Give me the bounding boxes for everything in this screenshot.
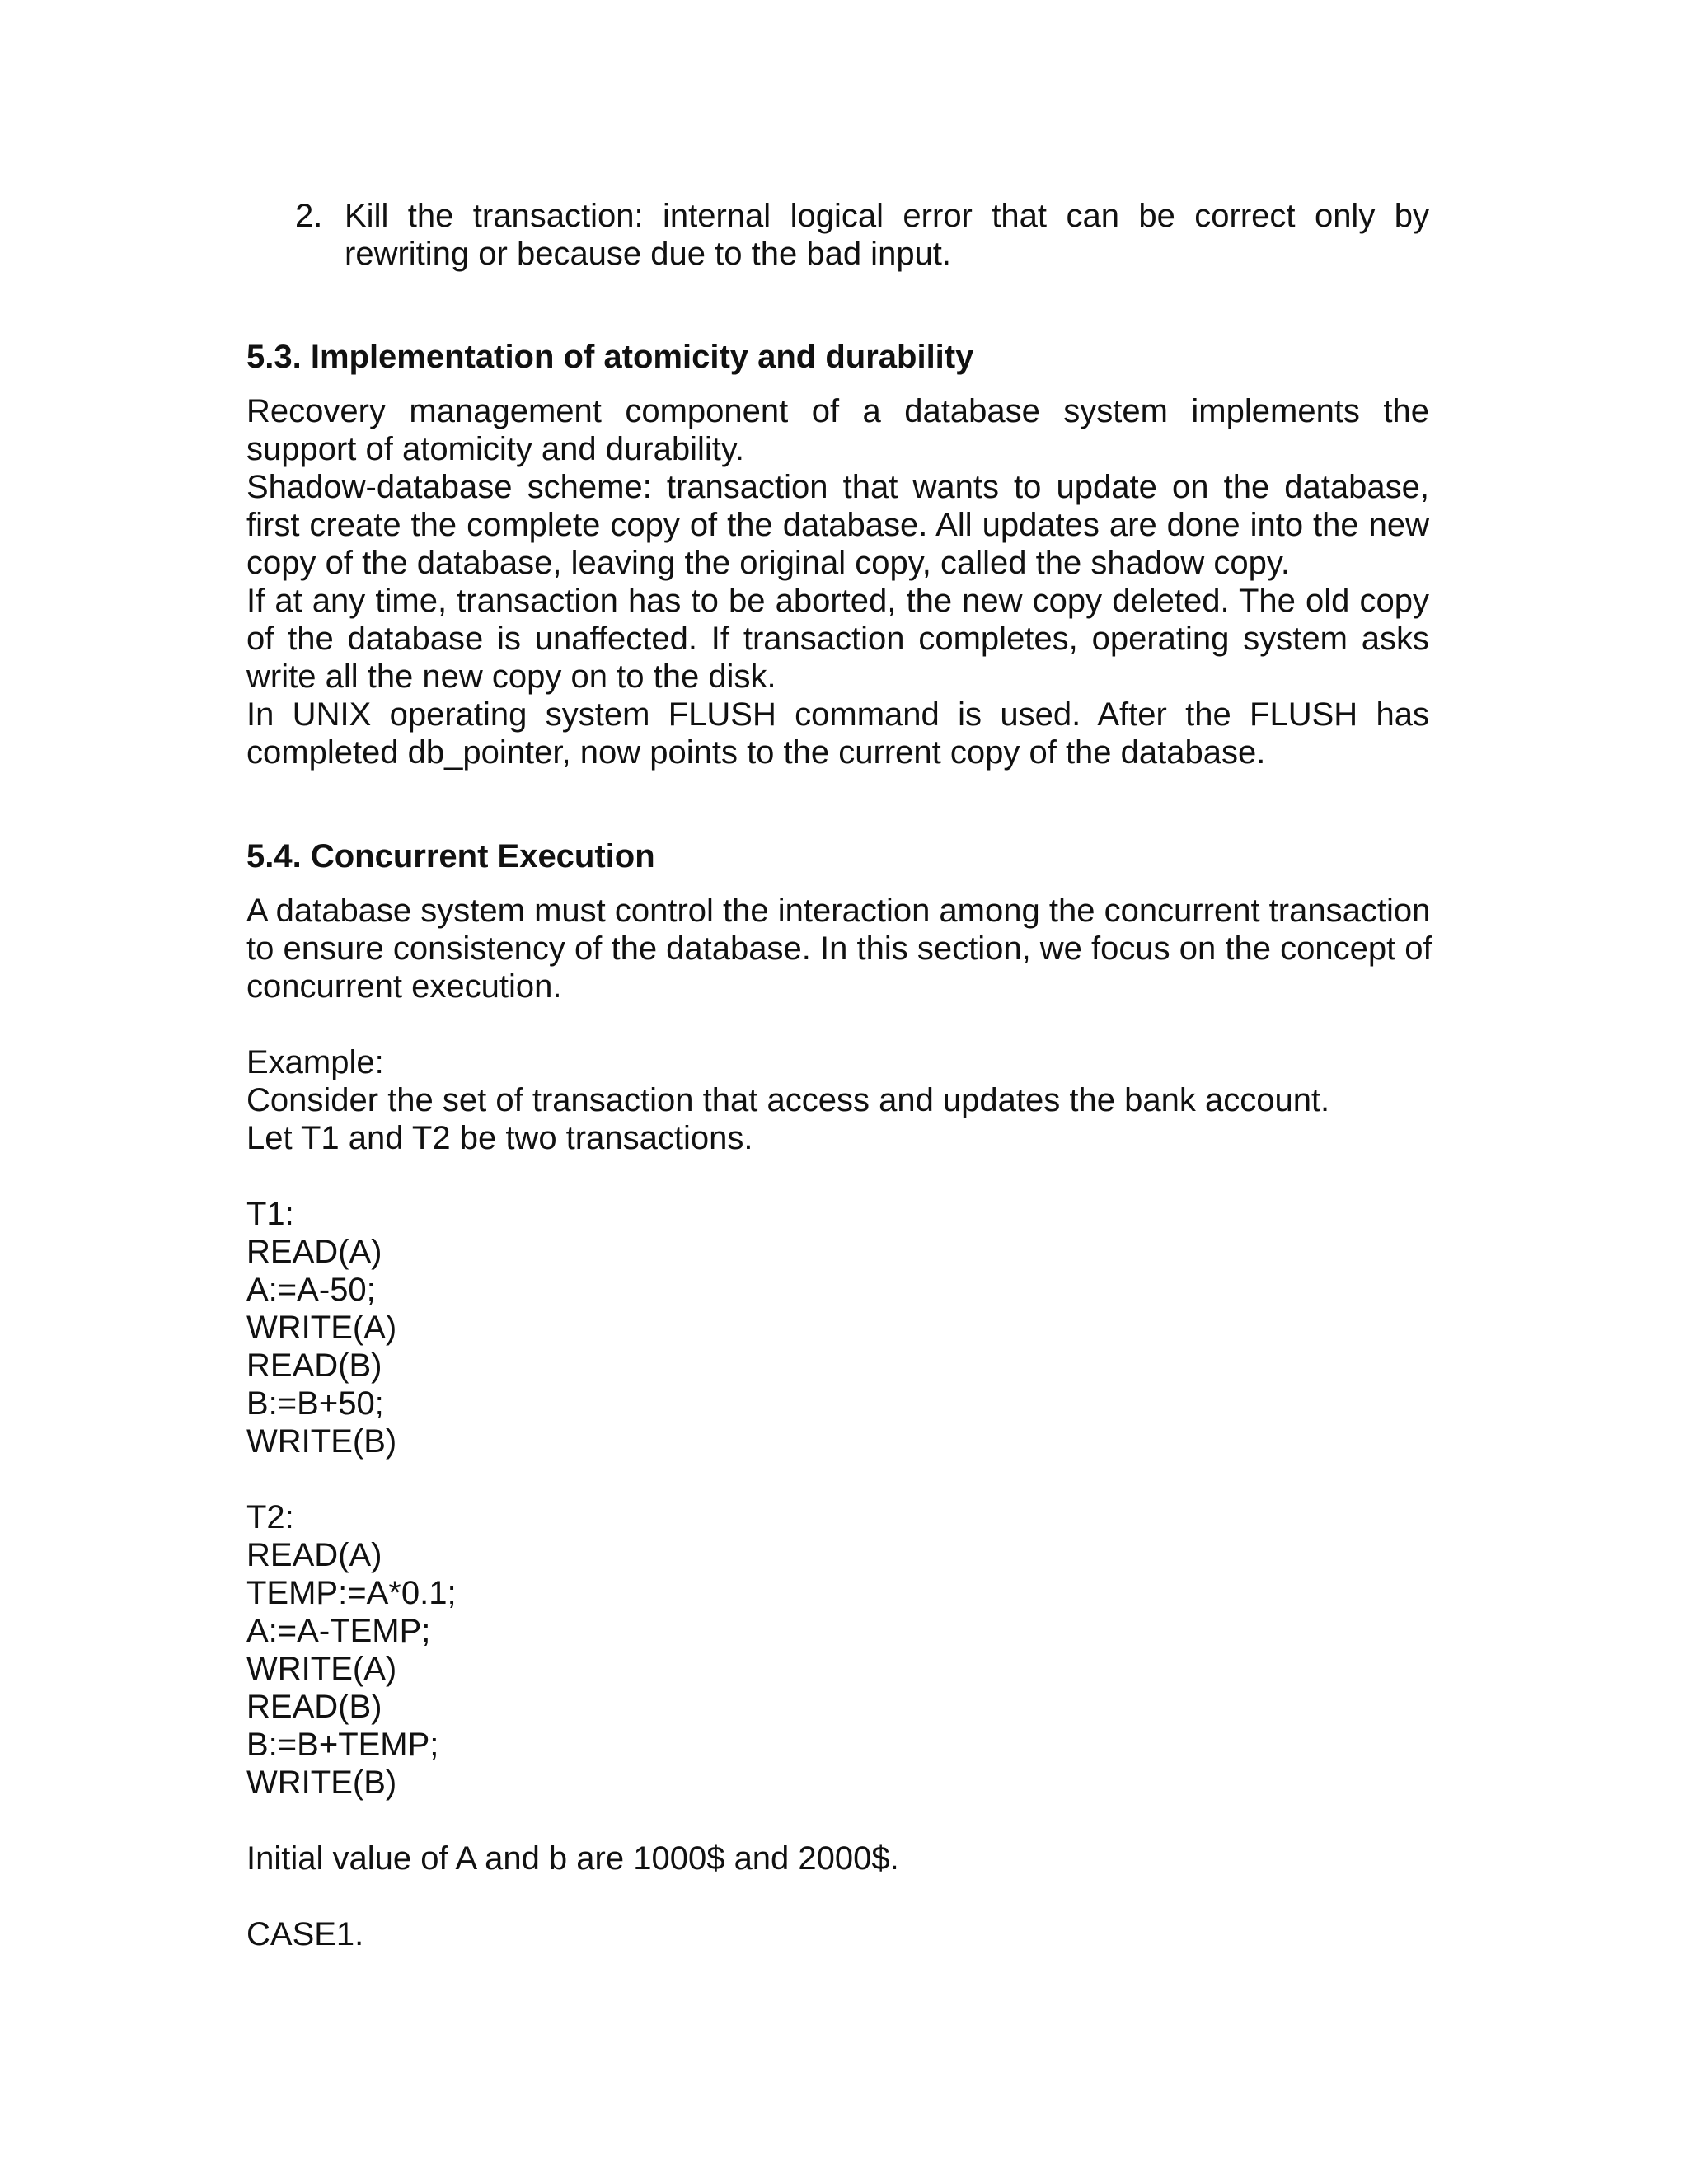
code-step: WRITE(B) <box>246 1765 397 1801</box>
paragraph-line: first create the complete copy of the database. All updates are done into the new <box>246 507 1429 543</box>
paragraph-line: of the database is unaffected. If transaction completes, operating system asks <box>246 621 1429 657</box>
paragraph-line: Let T1 and T2 be two transactions. <box>246 1120 753 1156</box>
section-heading: 5.4. Concurrent Execution <box>246 838 655 874</box>
section-heading: 5.3. Implementation of atomicity and durability <box>246 339 974 375</box>
paragraph-line: Shadow-database scheme: transaction that wants to update on the database, <box>246 469 1429 505</box>
code-step: READ(A) <box>246 1537 382 1573</box>
transaction-label: T1: <box>246 1196 294 1232</box>
code-step: READ(A) <box>246 1234 382 1270</box>
code-step: READ(B) <box>246 1347 382 1384</box>
code-step: B:=B+TEMP; <box>246 1727 439 1763</box>
paragraph-line: A database system must control the interaction among the concurrent transaction <box>246 893 1431 929</box>
paragraph-line: Recovery management component of a database system implements the <box>246 393 1429 429</box>
paragraph-line: concurrent execution. <box>246 968 562 1005</box>
code-step: TEMP:=A*0.1; <box>246 1575 457 1611</box>
example-label: Example: <box>246 1044 384 1080</box>
transaction-label: T2: <box>246 1499 294 1535</box>
code-step: A:=A-TEMP; <box>246 1613 431 1649</box>
paragraph-line: support of atomicity and durability. <box>246 431 745 467</box>
paragraph-line: In UNIX operating system FLUSH command is used. After the FLUSH has <box>246 696 1429 733</box>
list-number: 2. <box>295 198 323 234</box>
code-step: B:=B+50; <box>246 1385 384 1422</box>
paragraph-line: write all the new copy on to the disk. <box>246 658 776 695</box>
code-step: READ(B) <box>246 1689 382 1725</box>
list-item-line: Kill the transaction: internal logical error that can be correct only by <box>345 198 1429 234</box>
code-step: WRITE(A) <box>246 1651 397 1687</box>
paragraph-line: to ensure consistency of the database. In this section, we focus on the concept of <box>246 930 1432 967</box>
paragraph-line: If at any time, transaction has to be aborted, the new copy deleted. The old copy <box>246 583 1429 619</box>
paragraph-line: copy of the database, leaving the original copy, called the shadow copy. <box>246 545 1290 581</box>
paragraph-line: Initial value of A and b are 1000$ and 2000$. <box>246 1840 899 1877</box>
list-item-line: rewriting or because due to the bad input. <box>345 236 952 272</box>
code-step: WRITE(B) <box>246 1423 397 1460</box>
paragraph-line: completed db_pointer, now points to the current copy of the database. <box>246 734 1266 771</box>
paragraph-line: Consider the set of transaction that access and updates the bank account. <box>246 1082 1330 1118</box>
case-label: CASE1. <box>246 1916 364 1952</box>
code-step: A:=A-50; <box>246 1272 376 1308</box>
code-step: WRITE(A) <box>246 1310 397 1346</box>
